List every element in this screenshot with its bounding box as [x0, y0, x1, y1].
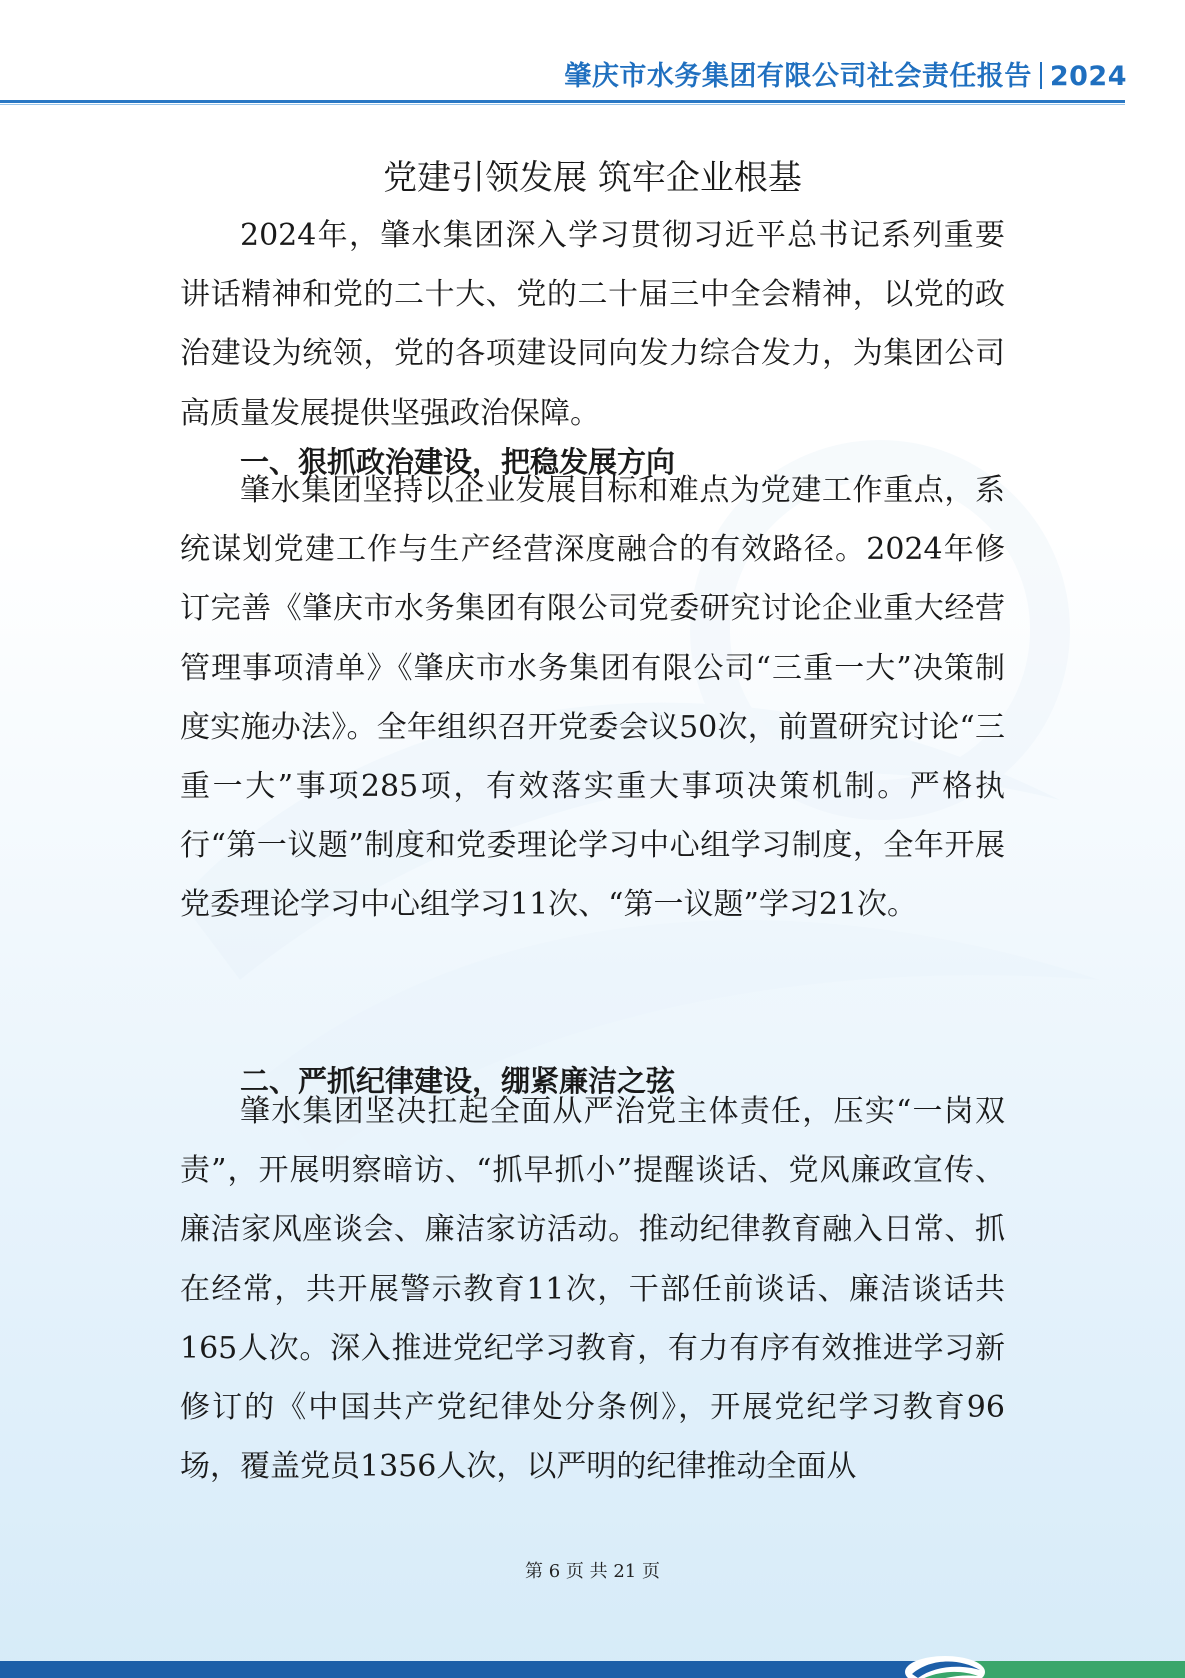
paragraph-intro: 2024年，肇水集团深入学习贯彻习近平总书记系列重要讲话精神和党的二十大、党的二十届三中全会精神，以党的政治建设为统领，党的各项建设同向发力综合发力，为集团公司高质量发展提供坚强政治保障。: [180, 218, 1005, 431]
paragraph-political: 肇水集团坚持以企业发展目标和难点为党建工作重点，系统谋划党建工作与生产经营深度融合的有效路径。2024年修订完善《肇庆市水务集团有限公司党委研究讨论企业重大经营管理事项清单》《肇庆市水务集团有限公司“三重一大”决策制度实施办法》。全年组织召开党委会议50次，前置研究讨论“三重一大”事项285项，有效落实重大事项决策机制。严格执行“第一议题”制度和党委理论学习中心组学习制度，全年开展党委理论学习中心组学习11次、“第一议题”学习21次。: [180, 473, 1005, 923]
page-number: 第 6 页 共 21 页: [525, 1561, 660, 1582]
header-separator: [1040, 62, 1042, 89]
page-title: 党建引领发展 筑牢企业根基: [383, 158, 802, 198]
paragraph-discipline: 肇水集团坚决扛起全面从严治党主体责任，压实“一岗双责”，开展明察暗访、“抓早抓小”提醒谈话、党风廉政宣传、廉洁家风座谈会、廉洁家访活动。推动纪律教育融入日常、抓在经常，共开展警示教育11次，干部任前谈话、廉洁谈话共165人次。深入推进党纪学习教育，有力有序有效推进学习新修订的《中国共产党纪律处分条例》，开展党纪学习教育96场，覆盖党员1356人次，以严明的纪律推动全面从: [180, 1094, 1005, 1485]
footer-band-accent: [965, 1661, 1185, 1678]
header-rule-thin: [0, 104, 1125, 105]
report-header: [564, 54, 1127, 93]
report-header-year: 2024: [1049, 61, 1127, 92]
section-heading-discipline: 二、严抓纪律建设，绷紧廉洁之弦: [240, 1064, 676, 1098]
header-rule: [0, 100, 1125, 103]
company-logo-icon: [900, 1650, 990, 1678]
section-heading-political: 一、狠抓政治建设，把稳发展方向: [240, 445, 676, 479]
report-header-title: 肇庆市水务集团有限公司社会责任报告: [564, 61, 1032, 92]
